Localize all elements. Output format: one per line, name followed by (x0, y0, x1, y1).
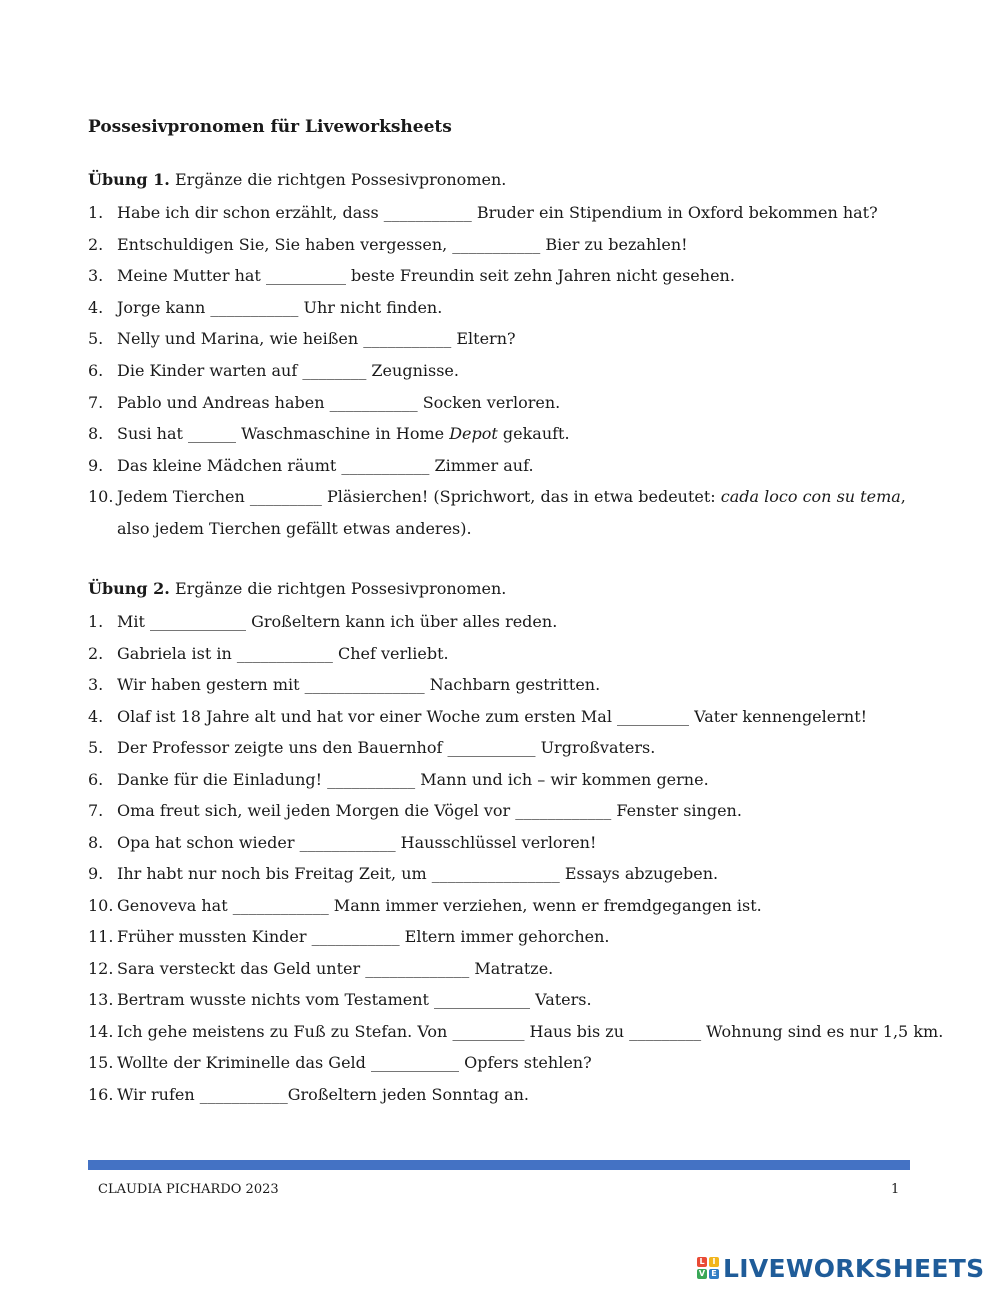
list-item: 13. Bertram wusste nichts vom Testament ____________ Vaters. (88, 990, 592, 1009)
list-item: 10. Jedem Tierchen _________ Pläsierchen! (Sprichwort, das in etwa bedeutet: cada loco con su tema, also jedem Tierchen gefällt etwas anderes). (88, 487, 906, 538)
list-item: 2. Gabriela ist in ____________ Chef verliebt. (88, 643, 449, 663)
list-item: 8. Opa hat schon wieder ____________ Hausschlüssel verloren! (88, 832, 597, 852)
list-item: 4. Jorge kann ___________ Uhr nicht finden. (88, 297, 443, 317)
list-item: 7. Oma freut sich, weil jeden Morgen die Vögel vor ____________ Fenster singen. (88, 801, 742, 820)
list-item: 12. Sara versteckt das Geld unter _____________ Matratze. (88, 958, 554, 978)
exercise-1-instruction: Ergänze die richtgen Possesivpronomen. (174, 170, 507, 189)
exercise-2-instruction: Ergänze die richtgen Possesivpronomen. (174, 579, 507, 598)
list-item: 10. Genoveva hat ____________ Mann immer verziehen, wenn er fremdgegangen ist. (88, 895, 762, 915)
footer-author: CLAUDIA PICHARDO 2023 (98, 1182, 279, 1197)
list-item: 6. Die Kinder warten auf ________ Zeugnisse. (88, 360, 459, 380)
exercise-2-label: Übung 2. (88, 579, 170, 598)
liveworksheets-logo[interactable] (697, 1252, 984, 1284)
list-item: 11. Früher mussten Kinder ___________ Eltern immer gehorchen. (88, 927, 610, 946)
list-item: 7. Pablo und Andreas haben ___________ Socken verloren. (88, 392, 561, 412)
liveworksheets-logo-text: LIVEWORKSHEETS (723, 1253, 985, 1283)
exercise-2-list (88, 606, 944, 1110)
list-item: 14. Ich gehe meistens zu Fuß zu Stefan. Von _________ Haus bis zu _________ Wohnung sind es nur 1,5 km. (88, 1021, 944, 1041)
list-item: 9. Ihr habt nur noch bis Freitag Zeit, um ________________ Essays abzugeben. (88, 864, 719, 883)
exercise-1-heading (88, 170, 506, 189)
list-item: 4. Olaf ist 18 Jahre alt und hat vor einer Woche zum ersten Mal _________ Vater kennengelernt! (88, 706, 868, 726)
exercise-1-list (88, 197, 918, 545)
page-title: Possesivpronomen für Liveworksheets (88, 117, 452, 137)
list-item: 9. Das kleine Mädchen räumt ___________ Zimmer auf. (88, 455, 534, 475)
list-item: 15. Wollte der Kriminelle das Geld ___________ Opfers stehlen? (88, 1053, 592, 1072)
list-item: 3. Meine Mutter hat __________ beste Freundin seit zehn Jahren nicht gesehen. (88, 266, 735, 286)
list-item: 1. Mit ____________ Großeltern kann ich über alles reden. (88, 612, 558, 631)
list-item: 16. Wir rufen ___________Großeltern jeden Sonntag an. (88, 1084, 529, 1104)
list-item: 5. Nelly und Marina, wie heißen ___________ Eltern? (88, 329, 516, 349)
list-item: 2. Entschuldigen Sie, Sie haben vergessen, ___________ Bier zu bezahlen! (88, 234, 688, 254)
list-item: 6. Danke für die Einladung! ___________ Mann und ich – wir kommen gerne. (88, 769, 709, 789)
exercise-1-label: Übung 1. (88, 170, 170, 189)
exercise-2-heading (88, 579, 506, 598)
footer-page-number: 1 (891, 1182, 900, 1197)
list-item: 1. Habe ich dir schon erzählt, dass ___________ Bruder ein Stipendium in Oxford bekommen hat? (88, 203, 878, 222)
liveworksheets-logo-icon: L I V E (697, 1257, 719, 1279)
list-item: 5. Der Professor zeigte uns den Bauernhof ___________ Urgroßvaters. (88, 738, 656, 757)
list-item: 3. Wir haben gestern mit _______________ Nachbarn gestritten. (88, 675, 601, 694)
footer-divider-bar (88, 1160, 910, 1170)
list-item: 8. Susi hat ______ Waschmaschine in Home Depot gekauft. (88, 424, 570, 444)
